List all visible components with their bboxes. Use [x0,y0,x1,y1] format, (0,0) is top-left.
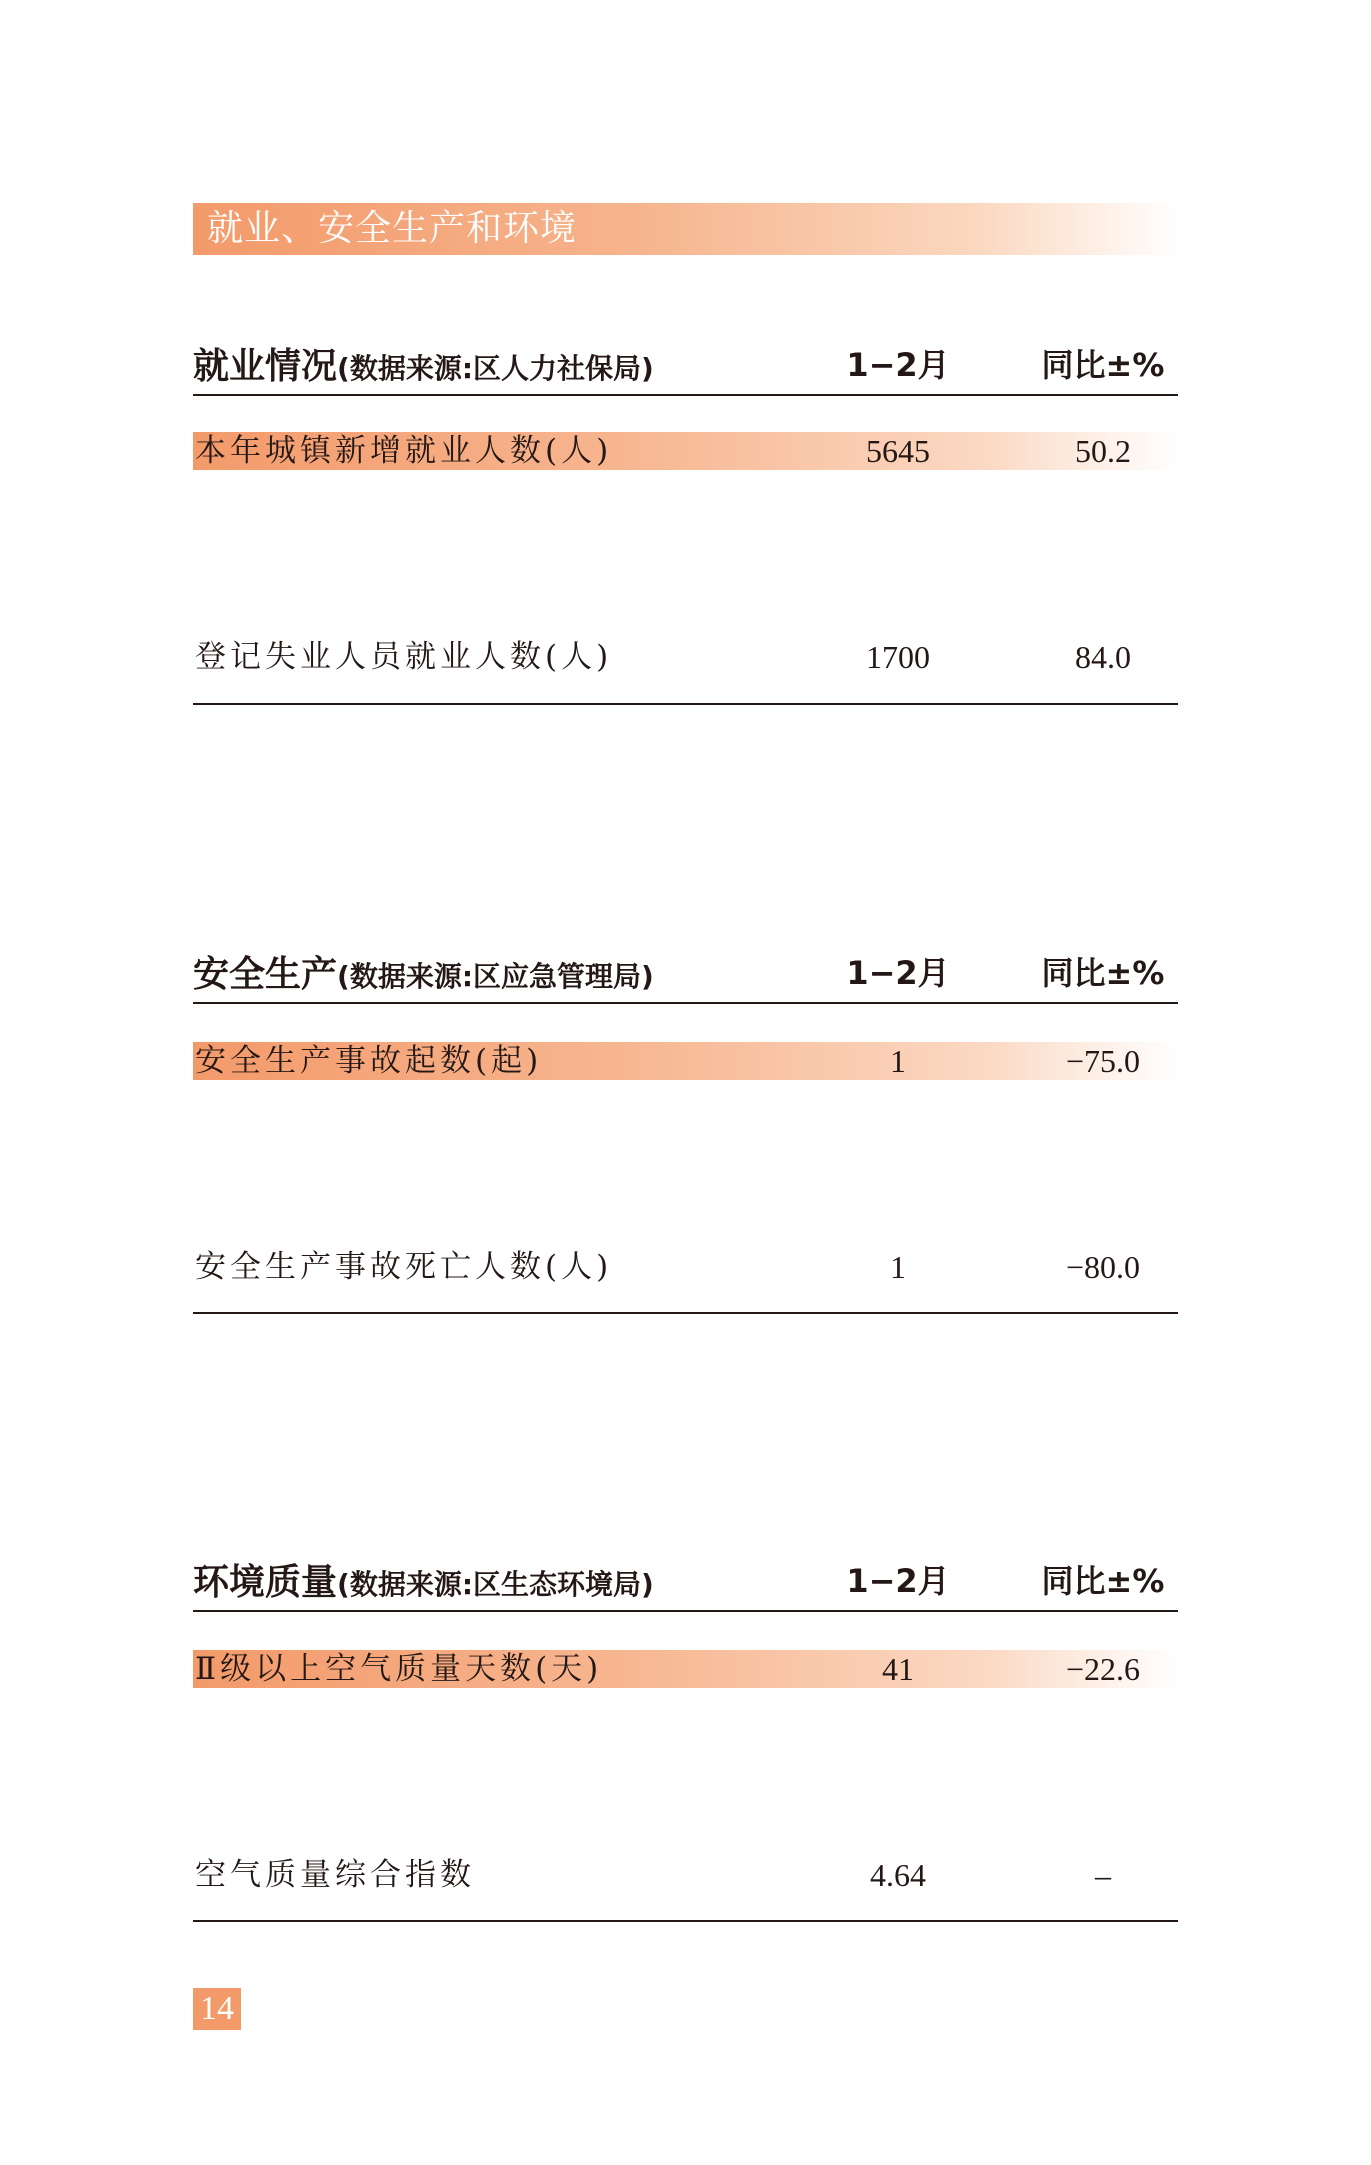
banner-title: 就业、安全生产和环境 [207,208,578,249]
section-banner [193,203,1178,255]
table-row [193,1248,1178,1286]
period-column-header: 1−2月 [846,346,950,384]
row-label: 安全生产事故死亡人数(人) [195,1249,613,1285]
row-value: 5645 [866,433,930,469]
table-row [193,638,1178,676]
table-row [193,1042,1178,1080]
row-yoy: −75.0 [1065,1043,1141,1079]
table-row [193,432,1178,470]
period-column-header: 1−2月 [846,1562,950,1600]
section-bottom-rule [193,1920,1178,1922]
safety-header [193,938,1178,1004]
yoy-column-header: 同比±% [1041,346,1165,384]
section-bottom-rule [193,1312,1178,1314]
row-value: 4.64 [870,1857,926,1893]
environment-header [193,1546,1178,1612]
row-label: 本年城镇新增就业人数(人) [195,433,613,469]
row-value: 1700 [866,639,930,675]
row-yoy: −80.0 [1065,1249,1141,1285]
row-value: 1 [890,1249,906,1285]
period-column-header: 1−2月 [846,954,950,992]
row-yoy: 50.2 [1075,433,1131,469]
row-yoy: – [1095,1857,1111,1893]
section-title: 安全生产(数据来源:区应急管理局) [193,954,654,995]
row-label: 空气质量综合指数 [195,1857,475,1893]
row-yoy: −22.6 [1065,1651,1141,1687]
row-label: 安全生产事故起数(起) [195,1043,543,1079]
table-row [193,1650,1178,1688]
data-source: (数据来源:区生态环境局) [337,1568,654,1601]
page-number: 14 [193,1988,241,2030]
yoy-column-header: 同比±% [1041,1562,1165,1600]
section-title: 环境质量(数据来源:区生态环境局) [193,1562,654,1603]
row-yoy: 84.0 [1075,639,1131,675]
section-title: 就业情况(数据来源:区人力社保局) [193,346,654,387]
employment-header [193,330,1178,396]
section-bottom-rule [193,703,1178,705]
row-value: 41 [882,1651,914,1687]
data-source: (数据来源:区人力社保局) [337,352,654,385]
table-row [193,1856,1178,1894]
data-source: (数据来源:区应急管理局) [337,960,654,993]
row-label: Ⅱ级以上空气质量天数(天) [195,1651,603,1687]
row-label: 登记失业人员就业人数(人) [195,639,613,675]
row-value: 1 [890,1043,906,1079]
yoy-column-header: 同比±% [1041,954,1165,992]
